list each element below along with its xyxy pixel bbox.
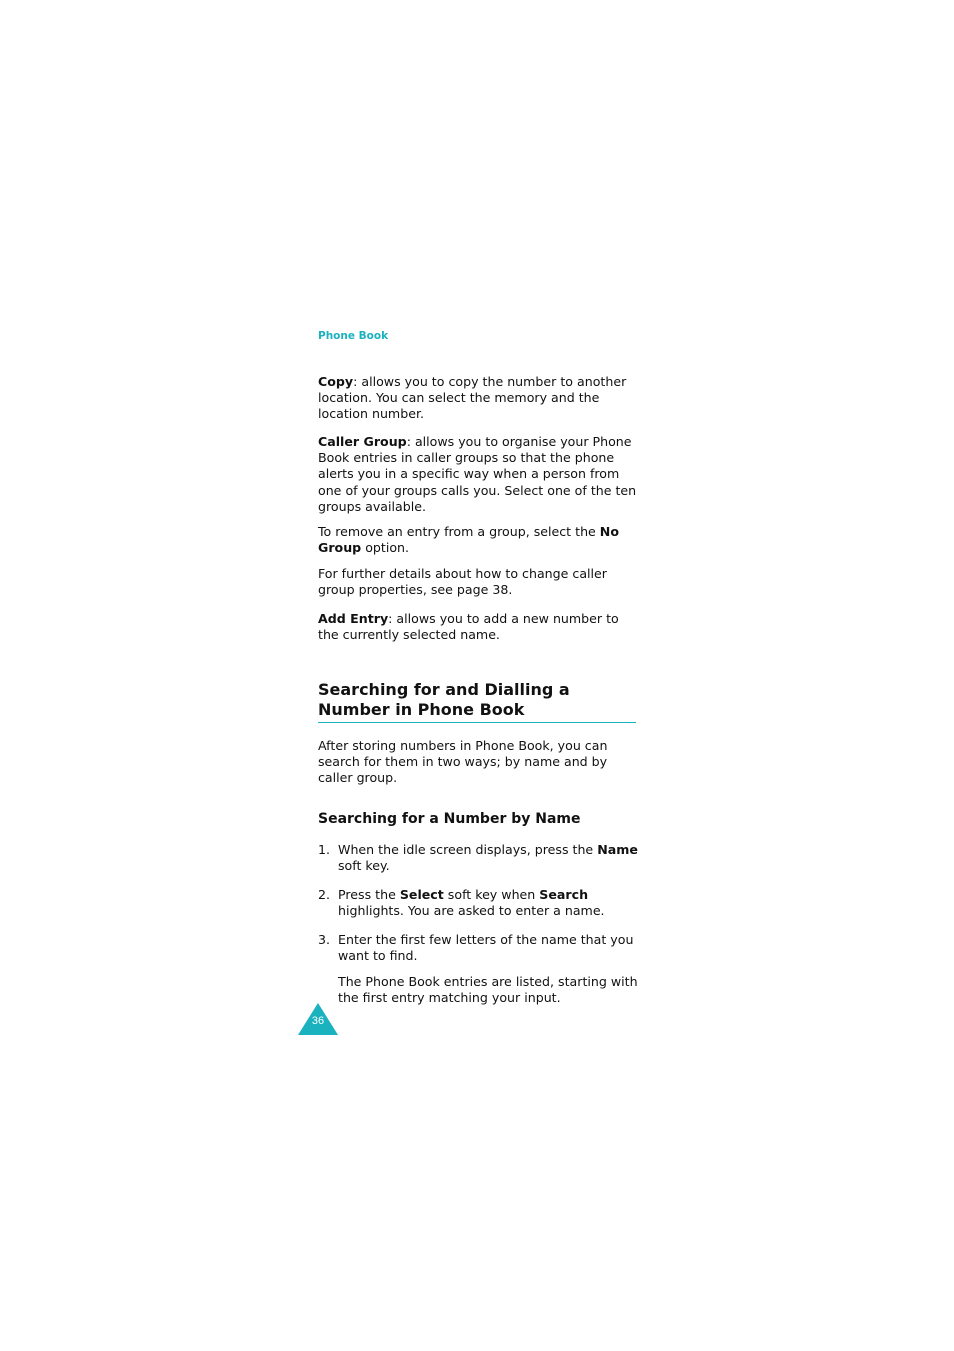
caller-group-option (318, 434, 638, 515)
no-group-term: No Group (318, 524, 619, 556)
subsection-heading: Searching for a Number by Name (318, 811, 581, 827)
step-text: Enter the first few letters of the name that you want to find. (338, 932, 634, 964)
step-text: When the idle screen displays, press the (338, 842, 598, 857)
page-number: 36 (311, 1015, 325, 1027)
step-1 (318, 842, 638, 874)
add-entry-description: : allows you to add a new number to the currently selected name. (318, 611, 619, 643)
add-entry-option (318, 611, 638, 643)
step-number: 2. (318, 887, 331, 902)
step-3-note (318, 974, 638, 1006)
step-note-text: The Phone Book entries are listed, starting with the first entry matching your input. (338, 974, 638, 1006)
further-details-paragraph (318, 566, 638, 598)
copy-description: : allows you to copy the number to another location. You can select the memory and the location number. (318, 374, 627, 422)
section-heading: Searching for and Dialling a Number in Phone Book (318, 680, 636, 723)
remove-text-end: option. (361, 540, 410, 556)
copy-option (318, 374, 638, 423)
search-term: Search (539, 887, 589, 902)
caller-group-term: Caller Group (318, 434, 407, 449)
further-details-text: For further details about how to change caller group properties, see page 38. (318, 566, 607, 598)
copy-term: Copy (318, 374, 354, 389)
step-3 (318, 932, 638, 964)
remove-text: To remove an entry from a group, select the (318, 524, 600, 539)
step-text: Press the (338, 887, 400, 902)
step-text-mid: soft key when (443, 887, 540, 902)
running-header: Phone Book (318, 330, 389, 342)
select-key-term: Select (399, 887, 444, 902)
remove-entry-paragraph (318, 524, 638, 556)
add-entry-term: Add Entry (318, 611, 389, 626)
step-2 (318, 887, 638, 919)
caller-group-description: : allows you to organise your Phone Book entries in caller groups so that the phone alerts you in a specific way when a person from one of your groups calls you. Select one of the ten groups available. (318, 434, 637, 514)
section-intro (318, 738, 638, 787)
name-key-term: Name (597, 842, 638, 857)
step-number: 3. (318, 932, 331, 947)
step-text-end: soft key. (338, 858, 390, 874)
section-intro-text: After storing numbers in Phone Book, you can search for them in two ways; by name and by caller group. (318, 738, 608, 786)
step-number: 1. (318, 842, 331, 857)
step-text-end: highlights. You are asked to enter a name. (338, 903, 605, 919)
